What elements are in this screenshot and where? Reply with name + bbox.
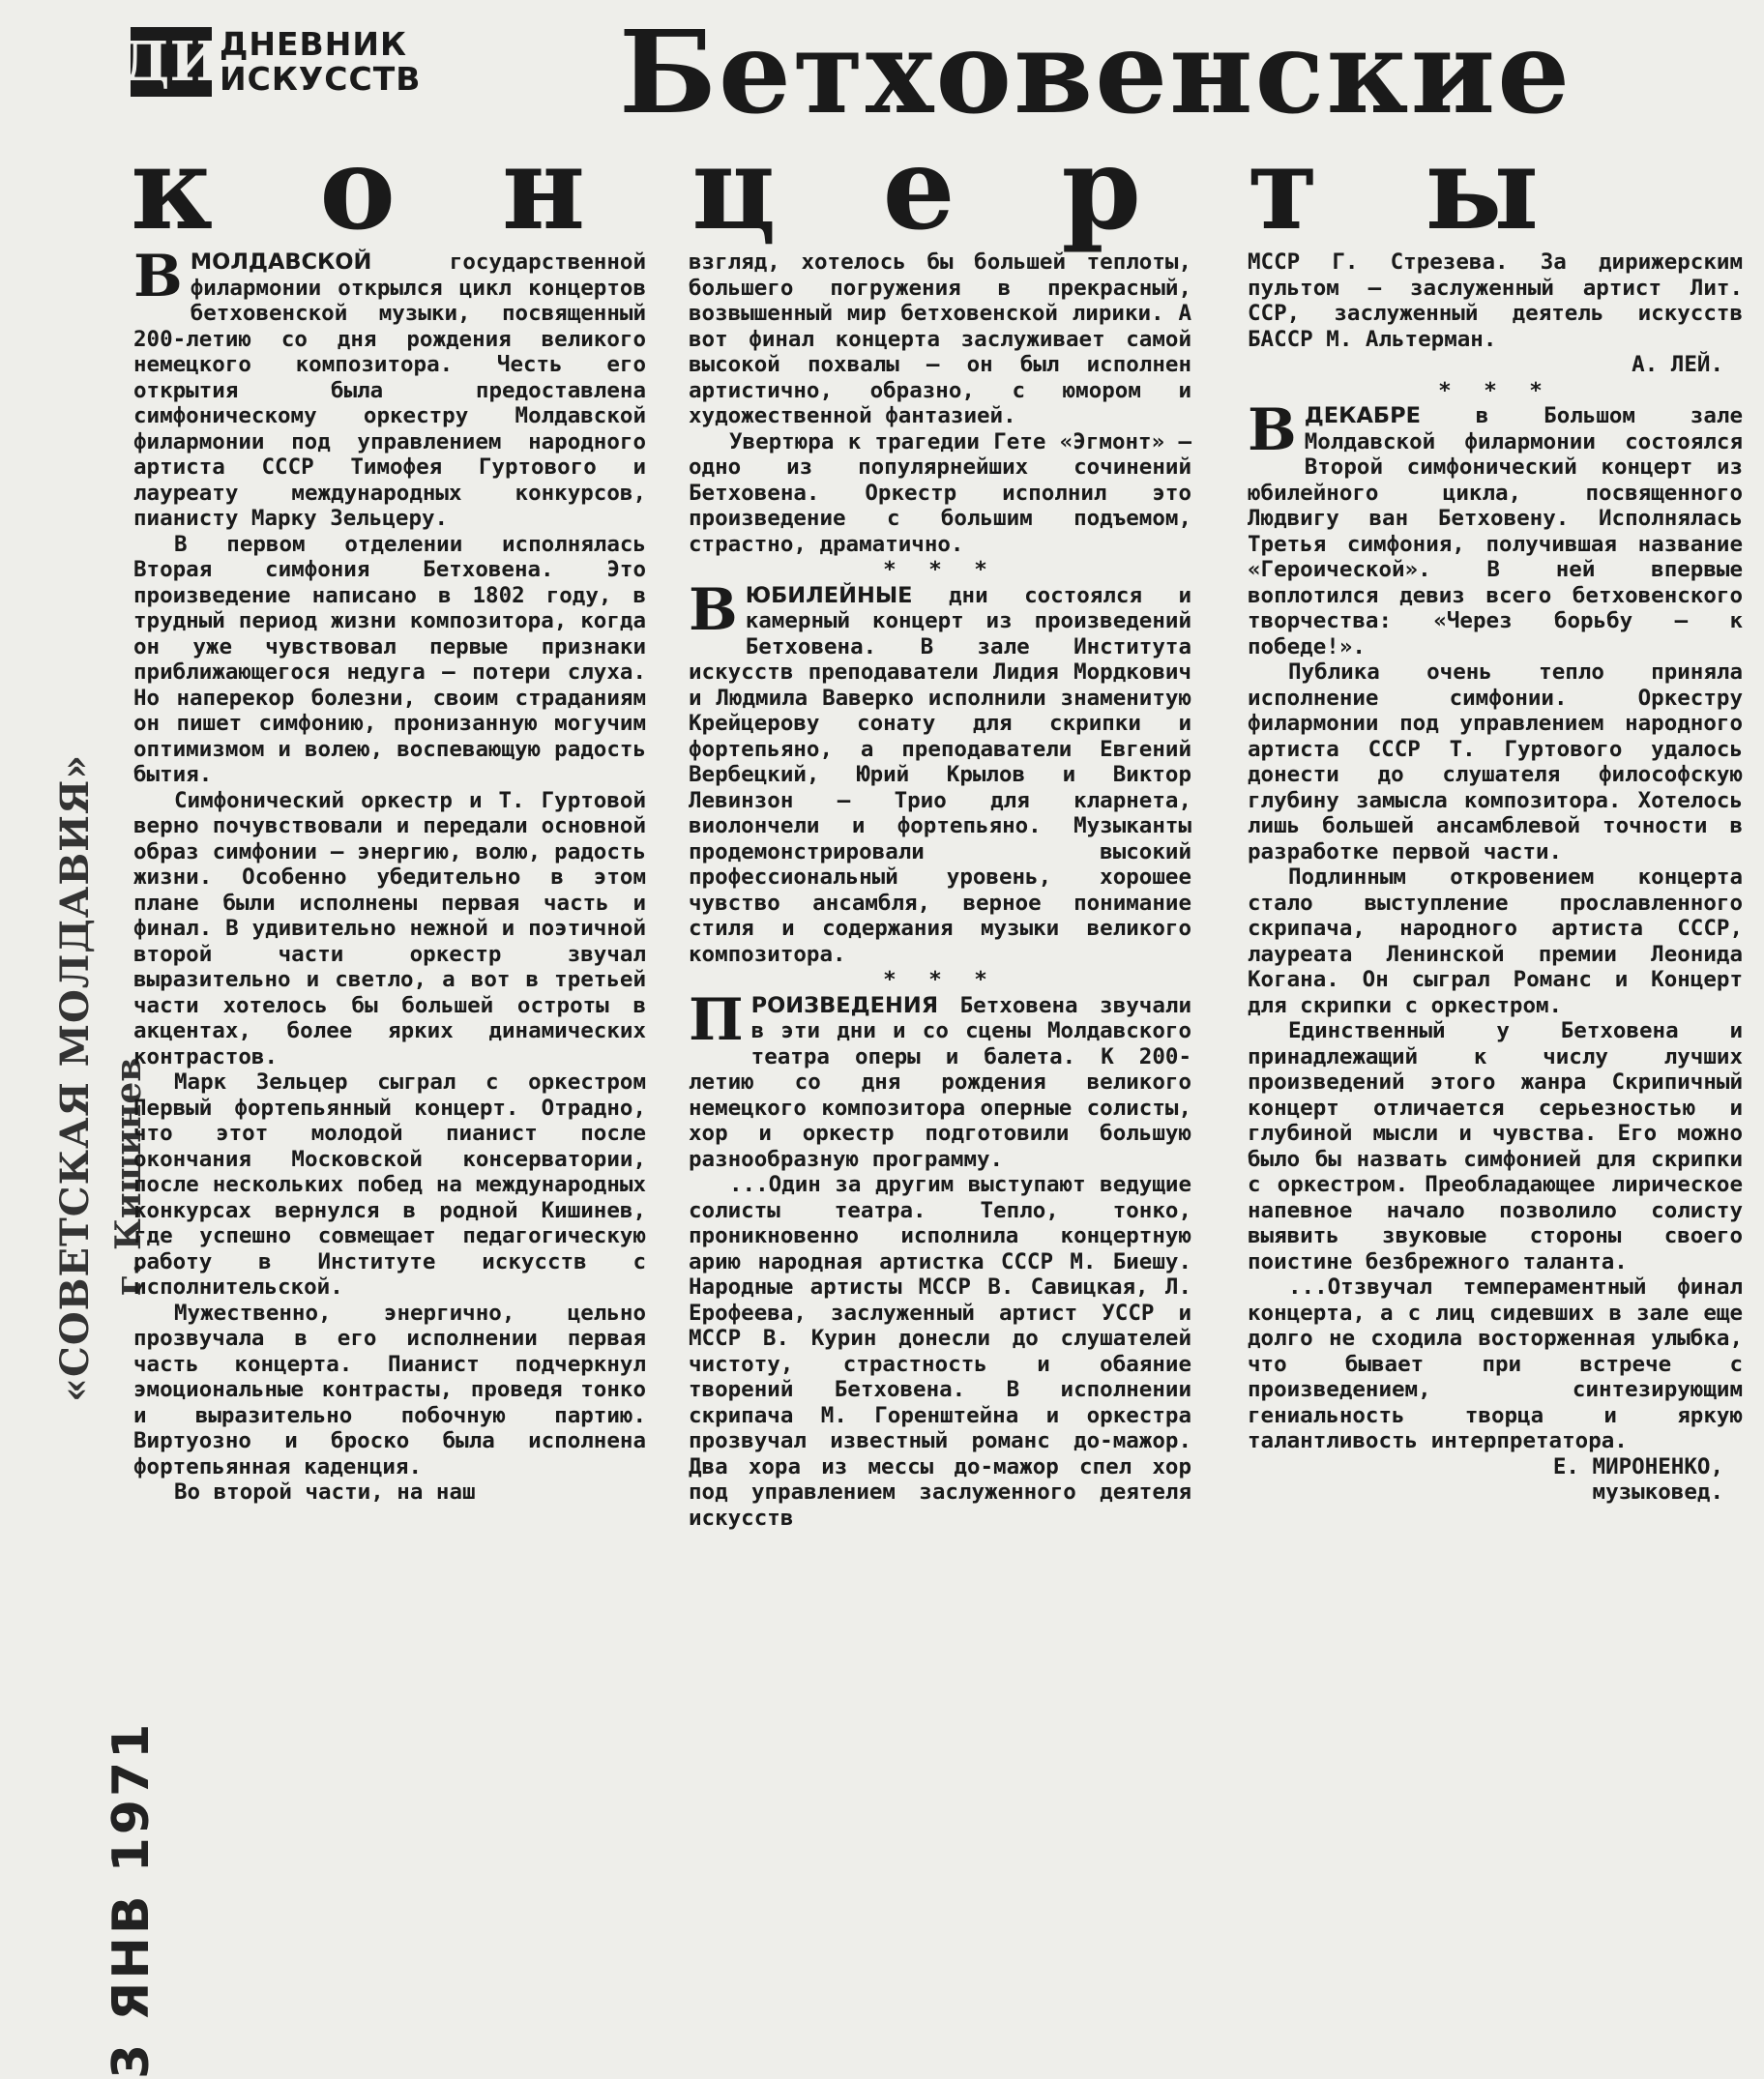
section-separator: * * * — [883, 557, 997, 582]
author-signature: Е. МИРОНЕНКО, — [1552, 1453, 1723, 1479]
rubric-line-2: ИСКУССТВ — [220, 60, 422, 98]
paragraph: Публика очень тепло приняла исполнение симфонии. Оркестру филармонии под управлением народного артиста СССР Т. Гуртового удалось донести до слушателя философскую глубину замысла композитора. Хотелось лишь большей ансамблевой точности в разработке первой части. — [1248, 659, 1743, 864]
paragraph: Марк Зельцер сыграл с оркестром Первый фортепьянный концерт. Отрадно, что этот молодой пианист после окончания Московской консерватории, после нескольких побед на международных конкурсах вернулся в родной Кишинев, где успешно совмещает педагогическую работу в Институте искусств с исполнительской. — [133, 1069, 646, 1300]
paragraph: Единственный у Бетховена и принадлежащий к числу лучших произведений этого жанра Скрипичный концерт отличается серьезностью и глубиной мысли и чувства. Его можно было бы назвать симфонией для скрипки с оркестром. Преобладающее лирическое напевное начало позволило солисту выявить звуковые стороны своего поистине безбрежного таланта. — [1248, 1018, 1743, 1274]
paragraph: Мужественно, энергично, цельно прозвучала в его исполнении первая часть концерта. Пианист подчеркнул эмоциональные контрасты, проведя тонко и выразительно побочную партию. Виртуозно и броско была исполнена фортепьянная каденция. — [133, 1300, 646, 1479]
paragraph: В первом отделении исполнялась Вторая симфония Бетховена. Это произведение написано в 1802 году, в трудный период жизни композитора, когда он уже чувствовал первые признаки приближающегося недуга — потери слуха. Но наперекор болезни, своим страданиям он пишет симфонию, пронизанную могучим оптимизмом и волею, воспевающую радость бытия. — [133, 531, 646, 787]
paragraph: взгляд, хотелось бы большей теплоты, большего погружения в прекрасный, возвышенный мир бетховенской лирики. А вот финал концерта заслуживает самой высокой похвалы — он был исполнен артистично, образно, с юмором и художественной фантазией. — [689, 249, 1191, 428]
rubric-text — [220, 27, 421, 97]
author-signature: А. ЛЕЙ. — [1632, 352, 1723, 377]
paragraph: Симфонический оркестр и Т. Гуртовой верно почувствовали и передали основной образ симфонии — энергию, волю, радость жизни. Особенно убедительно в этом плане были исполнены первая часть и финал. В удивительно нежной и поэтичной второй части оркестр звучал выразительно и светло, а вот в третьей части хотелось бы большей остроты в акцентах, более ярких динамических контрастов. — [133, 787, 646, 1069]
rubric-header — [121, 25, 575, 99]
stamp-date: 3 ЯНВ 1971 — [103, 1720, 161, 2079]
paragraph: ...Отзвучал темпераментный финал концерта, а с лиц сидевших в зале еще долго не сходила восторженная улыбка, что бывает при встрече с произведением, синтезирующим гениальность творца и яркую талантливость интерпретатора. — [1248, 1274, 1743, 1453]
paragraph-text: дни состоялся и камерный концерт из произведений Бетховена. В зале Института искусств преподаватели Лидия Мордкович и Людмила Ваверко исполнили знаменитую Крейцерову сонату для скрипки и фортепьяно, а преподаватели Евгений Вербецкий, Юрий Крылов и Виктор Левинзон — Трио для кларнета, виолончели и фортепьяно. Музыканты продемонстрировали высокий профессиональный уровень, хорошее чувство ансамбля, верное понимание стиля и содержания музыки великого композитора. — [689, 582, 1191, 967]
paragraph: ...Один за другим выступают ведущие солисты театра. Тепло, тонко, проникновенно исполнила концертную арию народная артистка СССР М. Биешу. Народные артисты МССР В. Савицкая, Л. Ерофеева, заслуженный артист УССР и МССР В. Курин донесли до слушателей чистоту, страстность и обаяние творений Бетховена. В исполнении скрипача М. Горенштейна и оркестра прозвучал известный романс до-мажор. Два хора из мессы до-мажор спел хор под управлением заслуженного деятеля искусств — [689, 1172, 1191, 1531]
lead-word: МОЛДАВСКОЙ — [190, 249, 372, 275]
paragraph — [133, 243, 646, 532]
paragraph-text: Бетховена звучали в эти дни и со сцены Молдавского театра оперы и балета. К 200-летию со дня рождения великого немецкого композитора оперные солисты, хор и оркестр подготовили большую разнообразную программу. — [689, 992, 1191, 1172]
drop-cap: П — [689, 985, 744, 1054]
stamp-source: «СОВЕТСКАЯ МОЛДАВИЯ» — [52, 753, 98, 1402]
lead-word: РОИЗВЕДЕНИЯ — [750, 992, 939, 1018]
paragraph — [689, 985, 1191, 1173]
rubric-logo: ДИ — [131, 27, 212, 97]
paragraph: МССР Г. Стрезева. За дирижерским пультом — заслуженный артист Лит. ССР, заслуженный деятель искусств БАССР М. Альтерман. — [1248, 249, 1743, 352]
paragraph-text: в Большом зале Молдавской филармонии состоялся Второй симфонический концерт из юбилейного цикла, посвященного Людвигу ван Бетховену. Исполнялась Третья симфония, получившая название «Героической». В ней впервые воплотился девиз всего бетховенского творчества: «Через борьбу — к победе!». — [1248, 403, 1743, 659]
headline-line-1: Бетховенские — [619, 5, 1573, 139]
article-column-1 — [133, 243, 646, 1506]
paragraph: Во второй части, на наш — [174, 1479, 476, 1505]
paragraph — [1248, 396, 1743, 659]
drop-cap: В — [1248, 396, 1297, 464]
lead-word: ДЕКАБРЕ — [1304, 403, 1421, 428]
paragraph-text: государственной филармонии открылся цикл концертов бетховенской музыки, посвященный 200-летию со дня рождения великого немецкого композитора. Честь его открытия была предоставлена симфоническому оркестру Молдавской филармонии под управлением народного артиста СССР Тимофея Гуртового и лауреату международных конкурсов, пианисту Марку Зельцеру. — [133, 249, 646, 531]
stamp-city: г. Кишинев — [108, 1057, 149, 1296]
drop-cap: В — [133, 243, 183, 310]
article-column-2 — [689, 249, 1191, 1531]
author-role: музыковед. — [1592, 1479, 1723, 1505]
headline-line-2: концерты — [131, 121, 1646, 255]
paragraph: Увертюра к трагедии Гете «Эгмонт» — одно из популярнейших сочинений Бетховена. Оркестр исполнил это произведение с большим подъемом, страстно, драматично. — [689, 428, 1191, 557]
section-separator: * * * — [1438, 377, 1552, 403]
drop-cap: В — [689, 575, 738, 644]
archive-stamp — [33, 454, 161, 2079]
section-separator: * * * — [883, 967, 997, 992]
article-column-3 — [1248, 249, 1743, 1506]
rubric-line-1: ДНЕВНИК — [220, 25, 407, 63]
paragraph — [689, 575, 1191, 968]
lead-word: ЮБИЛЕЙНЫЕ — [745, 582, 913, 608]
paragraph: Подлинным откровением концерта стало выступление прославленного скрипача, народного артиста СССР, лауреата Ленинской премии Леонида Когана. Он сыграл Романс и Концерт для скрипки с оркестром. — [1248, 864, 1743, 1018]
